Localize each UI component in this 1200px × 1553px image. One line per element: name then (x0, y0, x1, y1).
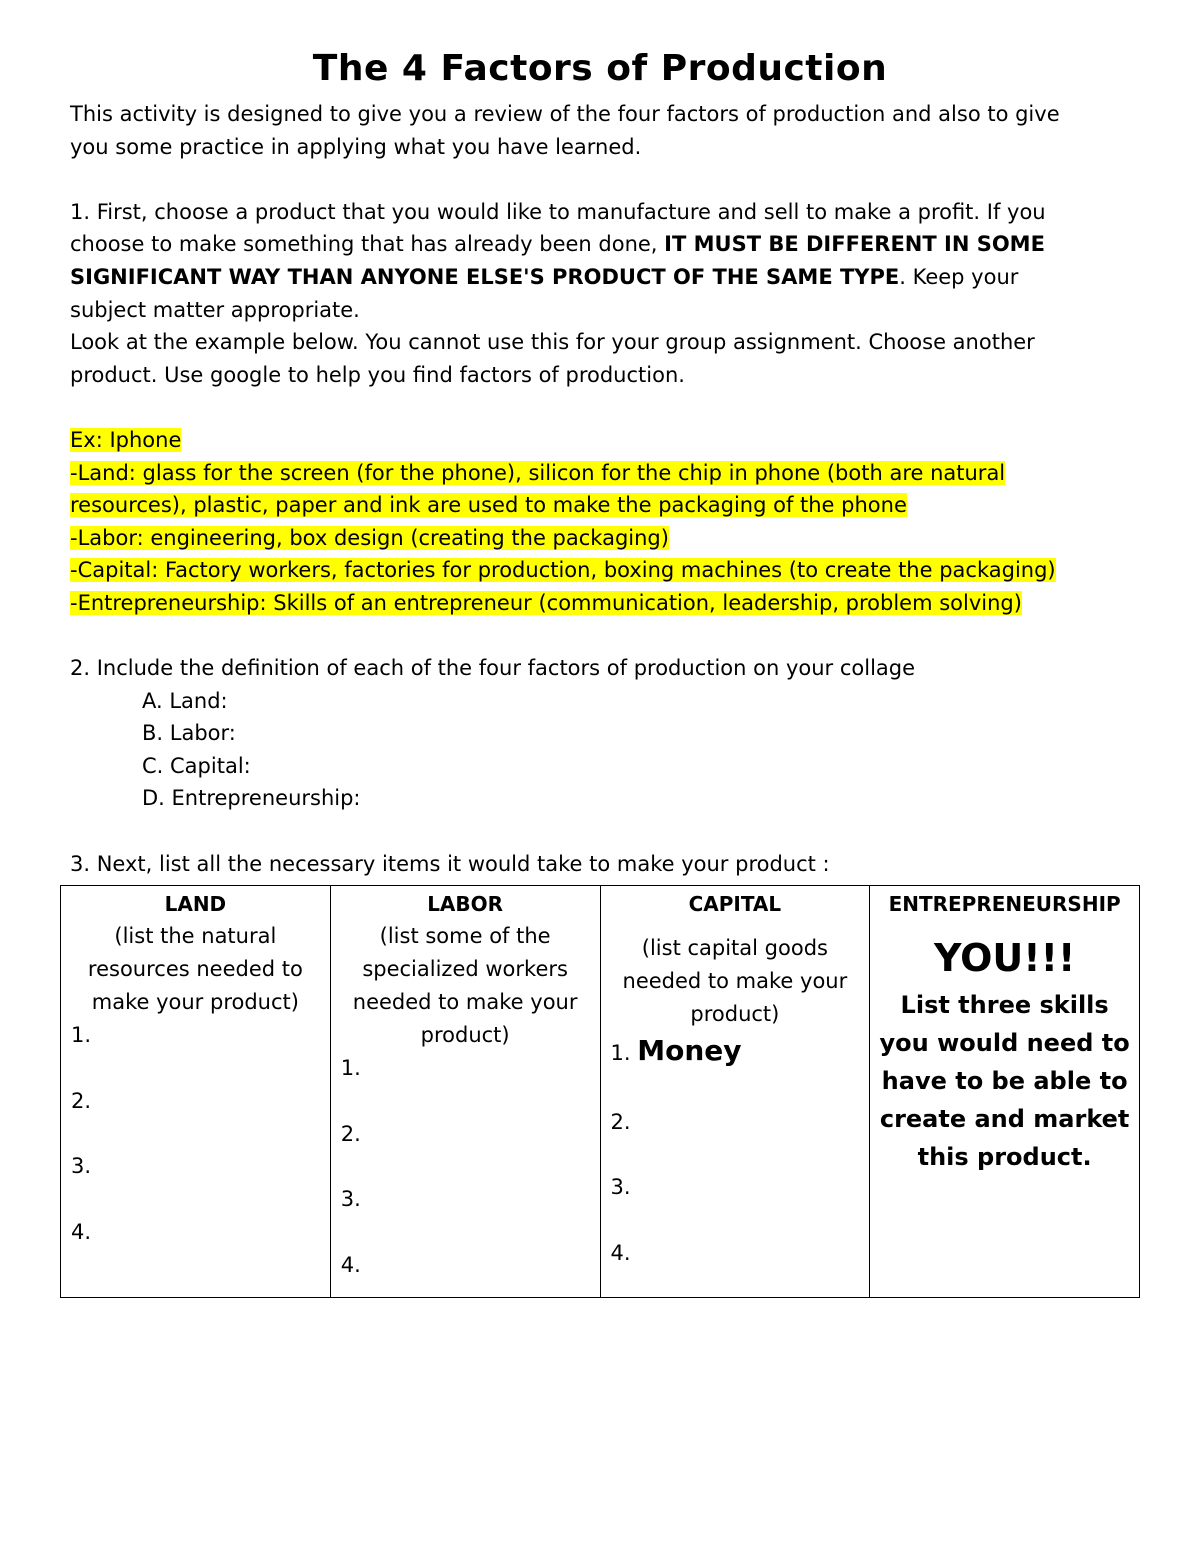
step1-line-2 (70, 228, 1140, 261)
page-title: The 4 Factors of Production (312, 48, 888, 89)
factors-table (60, 885, 1140, 1298)
example-land-line-2: resources), plastic, paper and ink are used to make the packaging of the phone (70, 493, 907, 518)
entrepreneurship-column (870, 886, 1140, 1298)
land-item-3: 3. (71, 1154, 92, 1179)
labor-header: LABOR (427, 892, 504, 916)
capital-item-1-value: Money (637, 1034, 742, 1067)
skills-line-3: have to be able to (881, 1067, 1128, 1095)
definition-item-land: A. Land: (142, 688, 228, 713)
example-heading: Ex: Iphone (70, 427, 182, 452)
step1-line-1: 1. First, choose a product that you would like to manufacture and sell to make a profit. If you (70, 199, 1046, 224)
definition-item-labor: B. Labor: (142, 721, 236, 746)
land-item-2: 2. (71, 1088, 92, 1113)
example-entrepreneurship: -Entrepreneurship: Skills of an entrepreneur (communication, leadership, problem solving) (70, 590, 1022, 615)
skills-line-5: this product. (917, 1143, 1092, 1171)
capital-item-1-number: 1. (610, 1041, 631, 1065)
step1-emphasis-2: SIGNIFICANT WAY THAN ANYONE ELSE'S PRODUCT OF THE SAME TYPE (70, 264, 900, 289)
capital-desc-3: product) (690, 1002, 780, 1026)
land-item-1: 1. (71, 1023, 92, 1047)
labor-item-3: 3. (340, 1187, 361, 1212)
capital-desc-2: needed to make your (622, 969, 848, 993)
step1-line-3-plain: . Keep your (899, 264, 1019, 289)
intro-line-1: This activity is designed to give you a review of the four factors of production and also to give (70, 102, 1060, 126)
definition-item-capital: C. Capital: (142, 753, 251, 778)
intro-line-2: you some practice in applying what you have learned. (70, 134, 642, 159)
land-column (61, 886, 331, 1298)
land-desc-2: resources needed to (87, 957, 303, 981)
land-desc-3: make your product) (91, 990, 299, 1014)
labor-desc-4: product) (420, 1023, 510, 1047)
capital-item-3: 3. (610, 1175, 631, 1200)
step1-line-5: Look at the example below. You cannot use this for your group assignment. Choose another (70, 330, 1035, 355)
land-header: LAND (164, 892, 227, 916)
step1-line-2-plain: choose to make something that has already been done, (70, 232, 665, 257)
entrepreneurship-header: ENTREPRENEURSHIP (888, 892, 1121, 916)
labor-item-1: 1. (340, 1056, 361, 1080)
step1-line-3 (70, 261, 1140, 294)
worksheet-body (70, 98, 1140, 880)
step1-line-4: subject matter appropriate. (70, 297, 360, 322)
example-capital: -Capital: Factory workers, factories for production, boxing machines (to create the packaging) (70, 558, 1056, 583)
labor-desc-2: specialized workers (362, 957, 568, 981)
capital-item-4: 4. (610, 1240, 631, 1265)
example-labor: -Labor: engineering, box design (creating the packaging) (70, 525, 669, 550)
definition-item-entrepreneurship: D. Entrepreneurship: (142, 786, 361, 811)
skills-line-2: you would need to (879, 1029, 1130, 1057)
labor-desc-3: needed to make your (352, 990, 578, 1014)
example-block (70, 424, 1140, 457)
labor-column (330, 886, 600, 1298)
you-callout: YOU!!! (933, 936, 1076, 980)
skills-line-4: create and market (879, 1105, 1130, 1133)
capital-item-1 (607, 1031, 864, 1073)
labor-desc-1: (list some of the (379, 924, 551, 948)
skills-line-1: List three skills (900, 991, 1109, 1019)
step3-line: 3. Next, list all the necessary items it would take to make your product : (70, 851, 830, 876)
capital-desc-1: (list capital goods (641, 936, 828, 960)
capital-column (600, 886, 870, 1298)
example-land-line-1: -Land: glass for the screen (for the phone), silicon for the chip in phone (both are natural (70, 460, 1006, 485)
step1-line-6: product. Use google to help you find factors of production. (70, 362, 685, 387)
capital-header: CAPITAL (688, 892, 782, 916)
labor-item-4: 4. (340, 1252, 361, 1277)
step1-emphasis-1: IT MUST BE DIFFERENT IN SOME (664, 232, 1045, 257)
step2-line: 2. Include the definition of each of the four factors of production on your collage (70, 656, 916, 681)
labor-item-2: 2. (340, 1121, 361, 1146)
land-desc-1: (list the natural (114, 924, 277, 948)
land-item-4: 4. (71, 1219, 92, 1244)
capital-item-2: 2. (610, 1109, 631, 1134)
